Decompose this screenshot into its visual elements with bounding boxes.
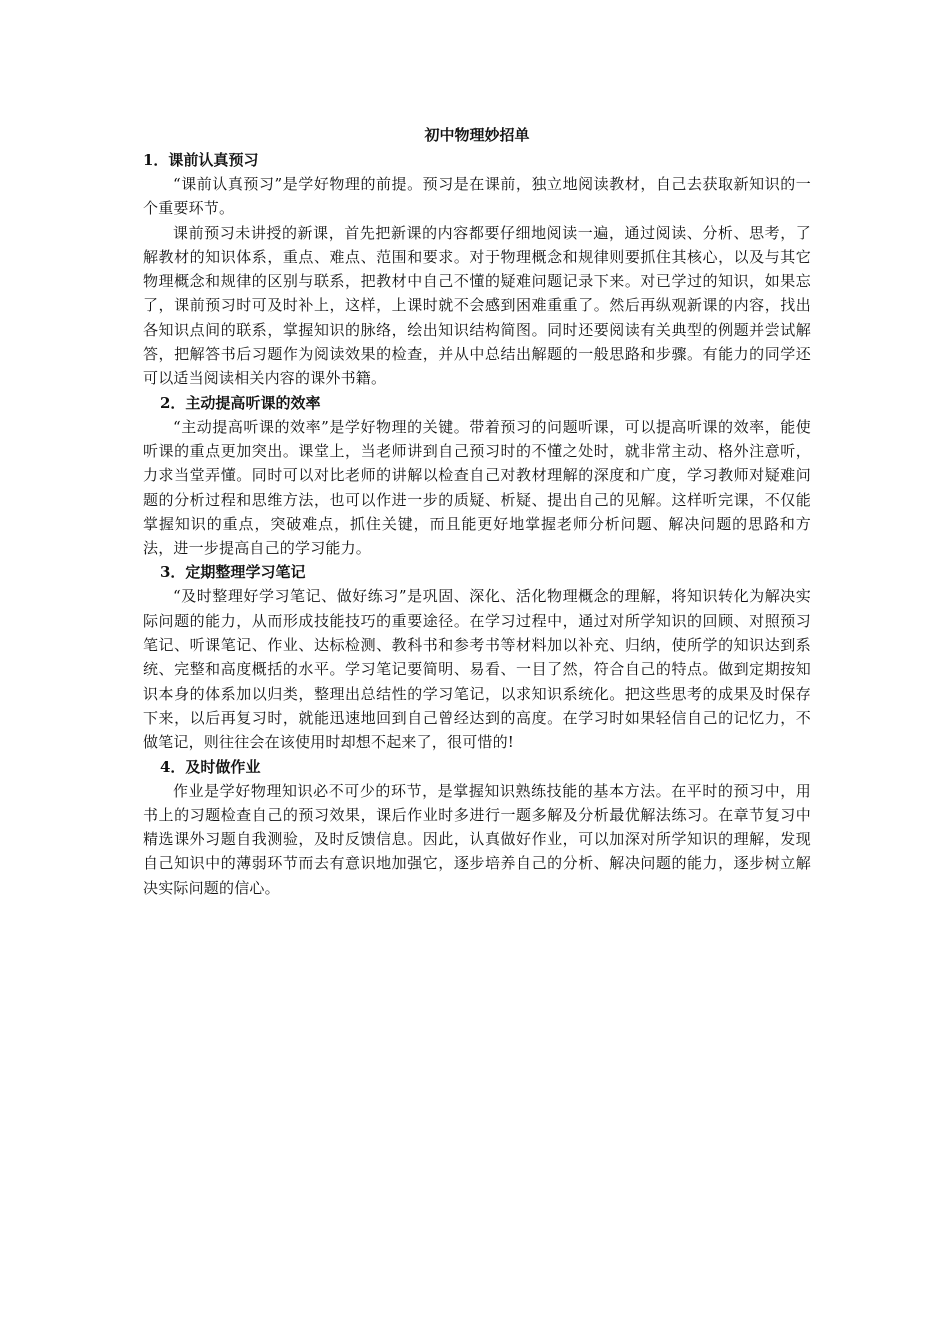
- section-heading: 4．及时做作业: [160, 757, 261, 776]
- section-paragraph: “及时整理好学习笔记、做好练习”是巩固、深化、活化物理概念的理解，将知识转化为解决实际问题的能力，从而形成技能技巧的重要途径。在学习过程中，通过对所学知识的回顾、对照预习笔记、听课笔记、作业、达标检测、教科书和参考书等材料加以补充、归纳，使所学的知识达到系统、完整和高度概括的水平。学习笔记要简明、易看、一目了然，符合自己的特点。做到定期按知识本身的体系加以归类，整理出总结性的学习笔记，以求知识系统化。把这些思考的成果及时保存下来，以后再复习时，就能迅速地回到自己曾经达到的高度。在学习时如果轻信自己的记忆力，不做笔记，则往往会在该使用时却想不起来了，很可惜的!: [143, 587, 811, 752]
- document-page: [143, 124, 811, 900]
- section-heading: 3．定期整理学习笔记: [160, 563, 306, 582]
- section-paragraph: “主动提高听课的效率”是学好物理的关键。带着预习的问题听课，可以提高听课的效率，能使听课的重点更加突出。课堂上，当老师讲到自己预习时的不懂之处时，就非常主动、格外注意听，力求当堂弄懂。同时可以对比老师的讲解以检查自己对教材理解的深度和广度，学习教师对疑难问题的分析过程和思维方法，也可以作进一步的质疑、析疑、提出自己的见解。这样听完课，不仅能掌握知识的重点，突破难点，抓住关键，而且能更好地掌握老师分析问题、解决问题的思路和方法，进一步提高自己的学习能力。: [143, 417, 811, 558]
- section-paragraph: “课前认真预习”是学好物理的前提。预习是在课前，独立地阅读教材，自己去获取新知识的一个重要环节。: [143, 175, 811, 218]
- section-notes: [143, 560, 811, 754]
- section-homework: [143, 755, 811, 900]
- section-listening: [143, 391, 811, 561]
- section-paragraph: 作业是学好物理知识必不可少的环节，是掌握知识熟练技能的基本方法。在平时的预习中，用书上的习题检查自己的预习效果，课后作业时多进行一题多解及分析最优解法练习。在章节复习中精选课外习题自我测验，及时反馈信息。因此，认真做好作业，可以加深对所学知识的理解，发现自己知识中的薄弱环节而去有意识地加强它，逐步培养自己的分析、解决问题的能力，逐步树立解决实际问题的信心。: [143, 781, 811, 897]
- section-heading: 1．课前认真预习: [143, 151, 259, 169]
- section-paragraph: 课前预习未讲授的新课，首先把新课的内容都要仔细地阅读一遍，通过阅读、分析、思考，了解教材的知识体系，重点、难点、范围和要求。对于物理概念和规律则要抓住其核心，以及与其它物理概念和规律的区别与联系，把教材中自己不懂的疑难问题记录下来。对已学过的知识，如果忘了，课前预习时可及时补上，这样，上课时就不会感到困难重重了。然后再纵观新课的内容，找出各知识点间的联系，掌握知识的脉络，绘出知识结构简图。同时还要阅读有关典型的例题并尝试解答，把解答书后习题作为阅读效果的检查，并从中总结出解题的一般思路和步骤。有能力的同学还可以适当阅读相关内容的课外书籍。: [143, 223, 811, 388]
- section-heading: 2．主动提高听课的效率: [160, 393, 321, 412]
- document-title: 初中物理妙招单: [424, 126, 530, 144]
- section-preview: [143, 148, 811, 391]
